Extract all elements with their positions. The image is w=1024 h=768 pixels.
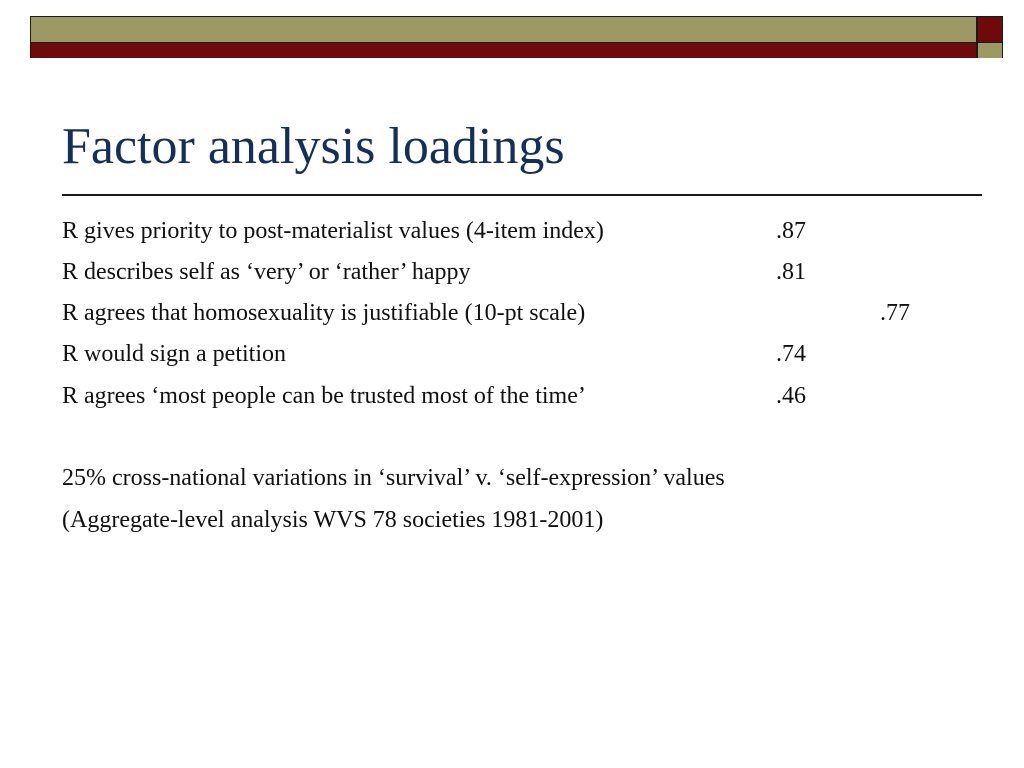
loading-label-happy: R describes self as ‘very’ or ‘rather’ happy bbox=[62, 259, 471, 285]
header-corner-block bbox=[977, 16, 1003, 58]
loading-label-postmaterialist: R gives priority to post-materialist values (4-item index) bbox=[62, 218, 604, 244]
loading-value-happy: .81 bbox=[776, 259, 806, 285]
header-decoration-bar bbox=[30, 16, 977, 58]
corner-olive-square bbox=[978, 43, 1002, 58]
loading-value-postmaterialist: .87 bbox=[776, 218, 806, 244]
header-maroon-band bbox=[31, 43, 976, 58]
note-cross-national: 25% cross-national variations in ‘survival’ v. ‘self-expression’ values bbox=[62, 465, 725, 491]
loading-label-homosexuality: R agrees that homosexuality is justifiable (10-pt scale) bbox=[62, 300, 586, 326]
header-olive-band bbox=[31, 17, 976, 43]
loading-label-trust: R agrees ‘most people can be trusted most of the time’ bbox=[62, 383, 586, 409]
note-aggregate-analysis: (Aggregate-level analysis WVS 78 societies 1981-2001) bbox=[62, 507, 604, 533]
slide-title: Factor analysis loadings bbox=[62, 118, 565, 175]
loading-value-homosexuality: .77 bbox=[880, 300, 910, 326]
loading-value-petition: .74 bbox=[776, 341, 806, 367]
corner-maroon-square bbox=[978, 17, 1002, 43]
loading-label-petition: R would sign a petition bbox=[62, 341, 286, 367]
title-underline bbox=[62, 194, 982, 196]
loading-value-trust: .46 bbox=[776, 383, 806, 409]
